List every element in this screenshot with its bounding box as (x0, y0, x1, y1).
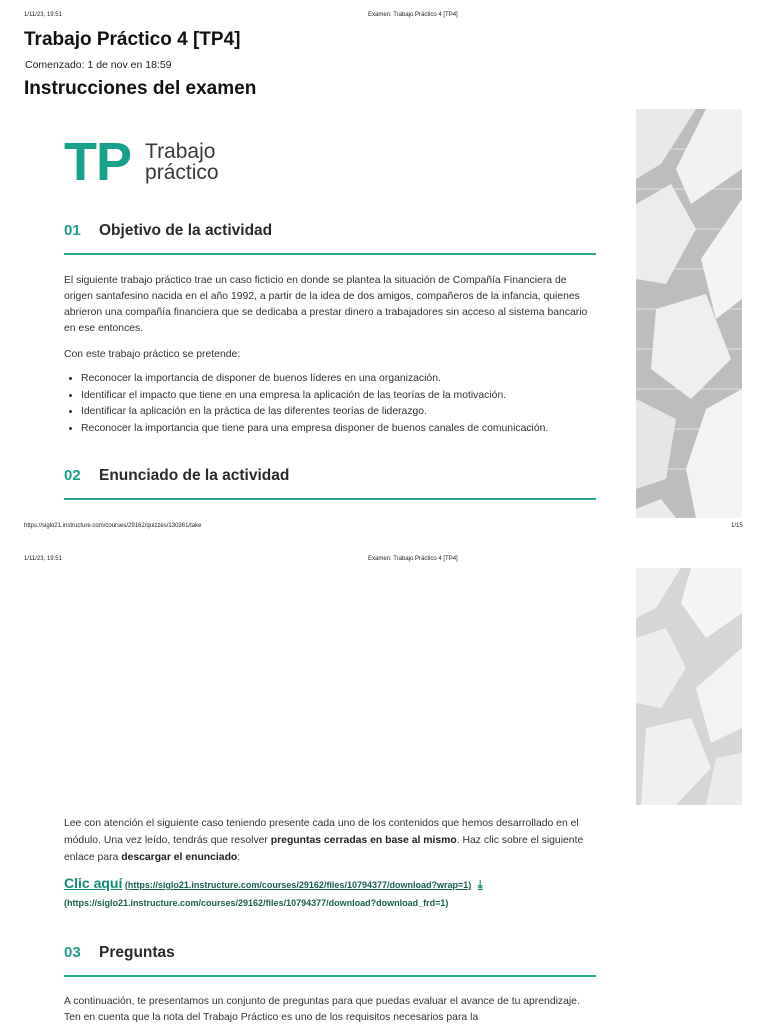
print-date: 1/11/23, 19:51 (24, 12, 62, 18)
section-heading-preguntas (64, 944, 596, 962)
footer-url: https://siglo21.instructure.com/courses/29162/quizzes/130361/take (24, 523, 202, 529)
objective-paragraph: El siguiente trabajo práctico trae un caso ficticio en donde se plantea la situación de Compañía Financiera de origen santafesino nacida en el año 1992, a partir de la idea de dos amigos, compañeros de la infancia, quienes abrieron una compañía financiera que se dedicaba a prestar dinero a trabajadores sin acceso al sistema bancario en ese entonces. (64, 275, 588, 334)
enunciado-paragraph (64, 815, 598, 866)
page-number: 1/15 (731, 523, 743, 529)
download-arrow-icon[interactable]: ⤓ (477, 879, 483, 891)
print-date: 1/11/23, 19:51 (24, 556, 62, 562)
enunciado-text: : (237, 852, 241, 863)
print-header: Examen: Trabajo Práctico 4 [TP4] (368, 556, 458, 562)
section-number: 03 (64, 944, 81, 961)
section-divider (64, 253, 596, 255)
section-number: 01 (64, 222, 81, 239)
download-link-row (64, 875, 483, 892)
section-title: Objetivo de la actividad (99, 222, 273, 239)
enunciado-bold-text: preguntas cerradas en base al mismo (270, 835, 457, 846)
tp-logo-word-1: Trabajo (145, 140, 216, 163)
objective-intro: Con este trabajo práctico se pretende: (64, 349, 241, 360)
page-title: Trabajo Práctico 4 [TP4] (24, 29, 241, 50)
decorative-architecture-image (636, 109, 742, 518)
list-item: • Identificar la aplicación en la práctica de las diferentes teorías de liderazgo. (81, 404, 615, 421)
enunciado-text: Lee con atención el siguiente caso teniendo presente cada uno de los contenidos que hemos desarrollado en el módulo. Una vez leído, tendrás que resolver (64, 818, 579, 846)
started-timestamp: Comenzado: 1 de nov en 18:59 (25, 59, 172, 71)
list-item: • Identificar el impacto que tiene en una empresa la aplicación de las teorías de la motivación. (81, 388, 615, 405)
download-url-link[interactable]: (https://siglo21.instructure.com/courses/29162/files/10794377/download?wrap=1) (124, 880, 472, 890)
section-title: Preguntas (99, 944, 175, 961)
section-number: 02 (64, 467, 81, 484)
tp-logo-words (145, 141, 219, 183)
preguntas-paragraph: A continuación, te presentamos un conjunto de preguntas para que puedas evaluar el avance de tu aprendizaje. Ten en cuenta que la nota del Trabajo Práctico es uno de los requisitos necesarios para la (64, 996, 580, 1023)
tp-logo (64, 132, 219, 192)
section-heading-objetivo (64, 222, 596, 240)
section-divider (64, 498, 596, 500)
download-frd-link[interactable]: (https://siglo21.instructure.com/courses/29162/files/10794377/download?download_frd=1) (64, 898, 449, 908)
tp-logo-word-2: práctico (145, 161, 219, 184)
objective-list (64, 371, 615, 437)
decorative-architecture-image (636, 568, 742, 805)
print-header: Examen: Trabajo Práctico 4 [TP4] (368, 12, 458, 18)
enunciado-bold-text: descargar el enunciado (121, 852, 238, 863)
list-item: • Reconocer la importancia que tiene para una empresa disponer de buenos canales de comunicación. (81, 421, 615, 438)
section-divider (64, 975, 596, 977)
enunciado-text: . Haz clic sobre el siguiente enlace para (64, 835, 584, 863)
list-item: • Reconocer la importancia de disponer de buenos líderes en una organización. (81, 371, 615, 388)
instructions-heading: Instrucciones del examen (24, 78, 257, 99)
tp-logo-mark: TP (64, 132, 132, 192)
section-heading-enunciado (64, 467, 596, 485)
section-title: Enunciado de la actividad (99, 467, 290, 484)
clic-aqui-link[interactable]: Clic aquí (64, 875, 123, 891)
